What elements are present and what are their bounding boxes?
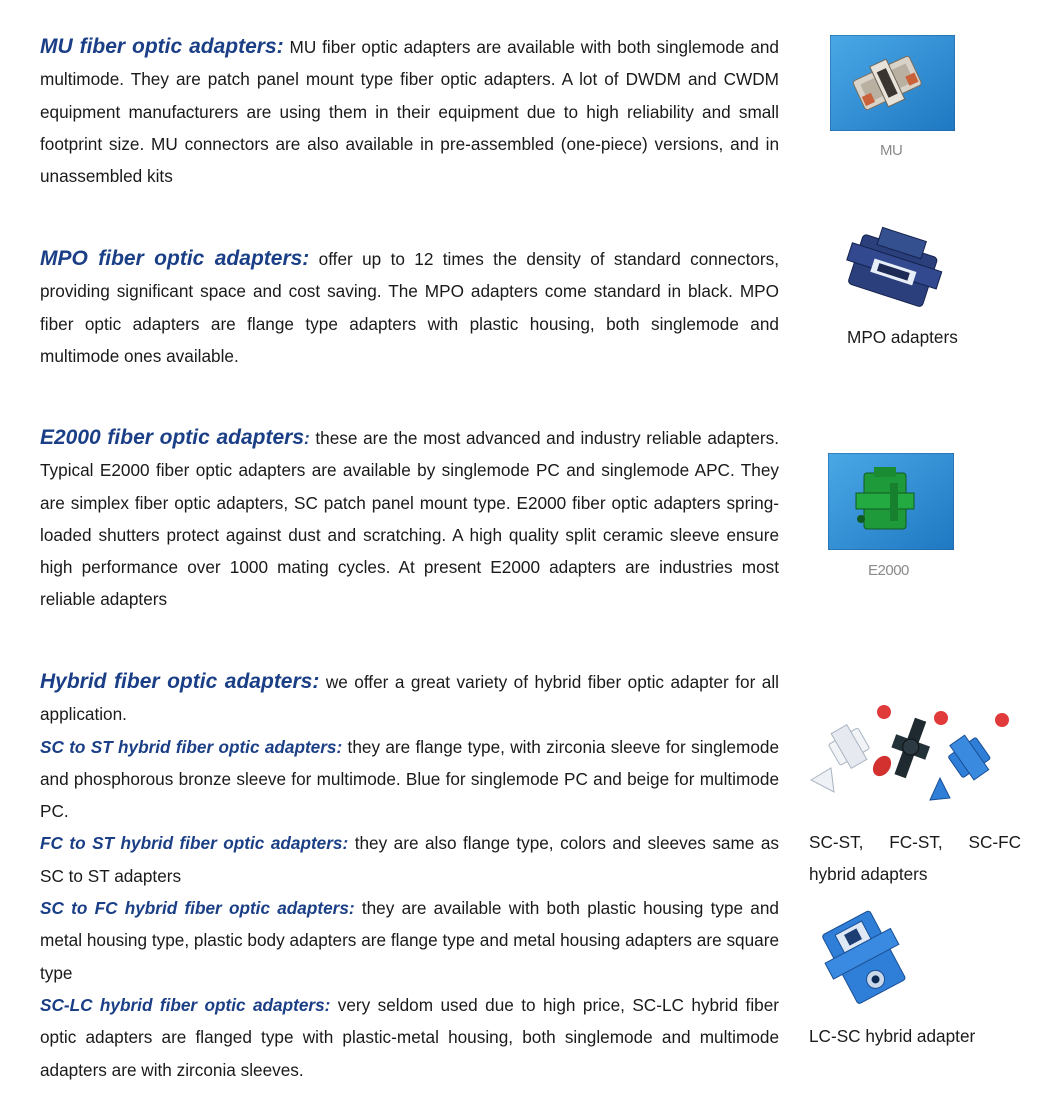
hybrid-item bbox=[40, 989, 779, 1086]
fc-st-text: they are also flange type, colors and sleeves same as SC to ST adapters bbox=[40, 833, 779, 886]
mu-text: MU fiber optic adapters are available with both singlemode and multimode. They are patch panel mount type fiber optic adapters. A lot of DWDM and CWDM equipment manufacturers are using them in their equipment due to high reliability and small footprint size. MU connectors are also available in pre-assembled (one-piece) versions, and in unassembled kits bbox=[40, 37, 779, 187]
hybrid-adapters-image bbox=[806, 700, 1026, 810]
e2000-caption: E2000 bbox=[868, 562, 909, 579]
sc-st-title: SC to ST hybrid fiber optic adapters: bbox=[40, 736, 343, 757]
fc-st-title: FC to ST hybrid fiber optic adapters: bbox=[40, 833, 349, 854]
sc-st-text: they are flange type, with zirconia sleeve for singlemode and phosphorous bronze sleeve for multimode. Blue for singlemode PC and beige for multimode PC. bbox=[40, 736, 780, 822]
e2000-heading-colon: : bbox=[304, 428, 310, 448]
hybrid-item bbox=[40, 892, 779, 989]
mu-adapter-image bbox=[830, 35, 955, 131]
lc-sc-adapter-image bbox=[806, 893, 926, 1018]
hybrid-item bbox=[40, 731, 779, 828]
sc-lc-text: very seldom used due to high price, SC-LC hybrid fiber optic adapters are flanged type with plastic-metal housing, both singlemode and multimode adapters are with zirconia sleeves. bbox=[40, 994, 779, 1080]
mu-heading: MU fiber optic adapters: bbox=[40, 35, 284, 58]
mpo-text: offer up to 12 times the density of standard connectors, providing significant space and cost saving. The MPO adapters come standard in black. MPO fiber optic adapters are flange type adapters with plastic housing, both singlemode and multimode ones available. bbox=[40, 249, 780, 366]
lc-sc-caption: LC-SC hybrid adapter bbox=[809, 1026, 976, 1046]
mpo-adapter-image bbox=[842, 223, 947, 318]
e2000-heading: E2000 fiber optic adapters bbox=[40, 426, 305, 449]
e2000-text: these are the most advanced and industry reliable adapters. Typical E2000 fiber optic adapters are available by singlemode PC and singlemode APC. They are simplex fiber optic adapters, SC patch panel mount type. E2000 fiber optic adapters spring-loaded shutters protect against dust and scratching. A high quality split ceramic sleeve ensure high performance over 1000 mating cycles. At present E2000 adapters are industries most reliable adapters bbox=[40, 428, 780, 610]
e2000-adapter-image bbox=[828, 453, 954, 550]
hybrid-heading: Hybrid fiber optic adapters: bbox=[40, 670, 320, 693]
hybrid-section bbox=[40, 666, 779, 1086]
hybrid-item bbox=[40, 827, 779, 892]
mu-section bbox=[40, 31, 779, 192]
e2000-section bbox=[40, 422, 779, 616]
sc-lc-title: SC-LC hybrid fiber optic adapters: bbox=[40, 994, 331, 1015]
mpo-heading: MPO fiber optic adapters: bbox=[40, 247, 310, 270]
hybrid-text: we offer a great variety of hybrid fiber optic adapter for all application. bbox=[40, 672, 779, 725]
sc-fc-title: SC to FC hybrid fiber optic adapters: bbox=[40, 898, 355, 919]
mpo-caption: MPO adapters bbox=[847, 327, 958, 347]
hybrid-caption-line2: hybrid adapters bbox=[809, 864, 928, 884]
mu-caption: MU bbox=[880, 142, 903, 159]
hybrid-caption-line1: SC-ST, FC-ST, SC-FC bbox=[809, 832, 1021, 852]
mpo-section bbox=[40, 243, 779, 372]
sc-fc-text: they are available with both plastic housing type and metal housing type, plastic body adapters are flange type and metal housing adapters are square type bbox=[40, 898, 779, 983]
